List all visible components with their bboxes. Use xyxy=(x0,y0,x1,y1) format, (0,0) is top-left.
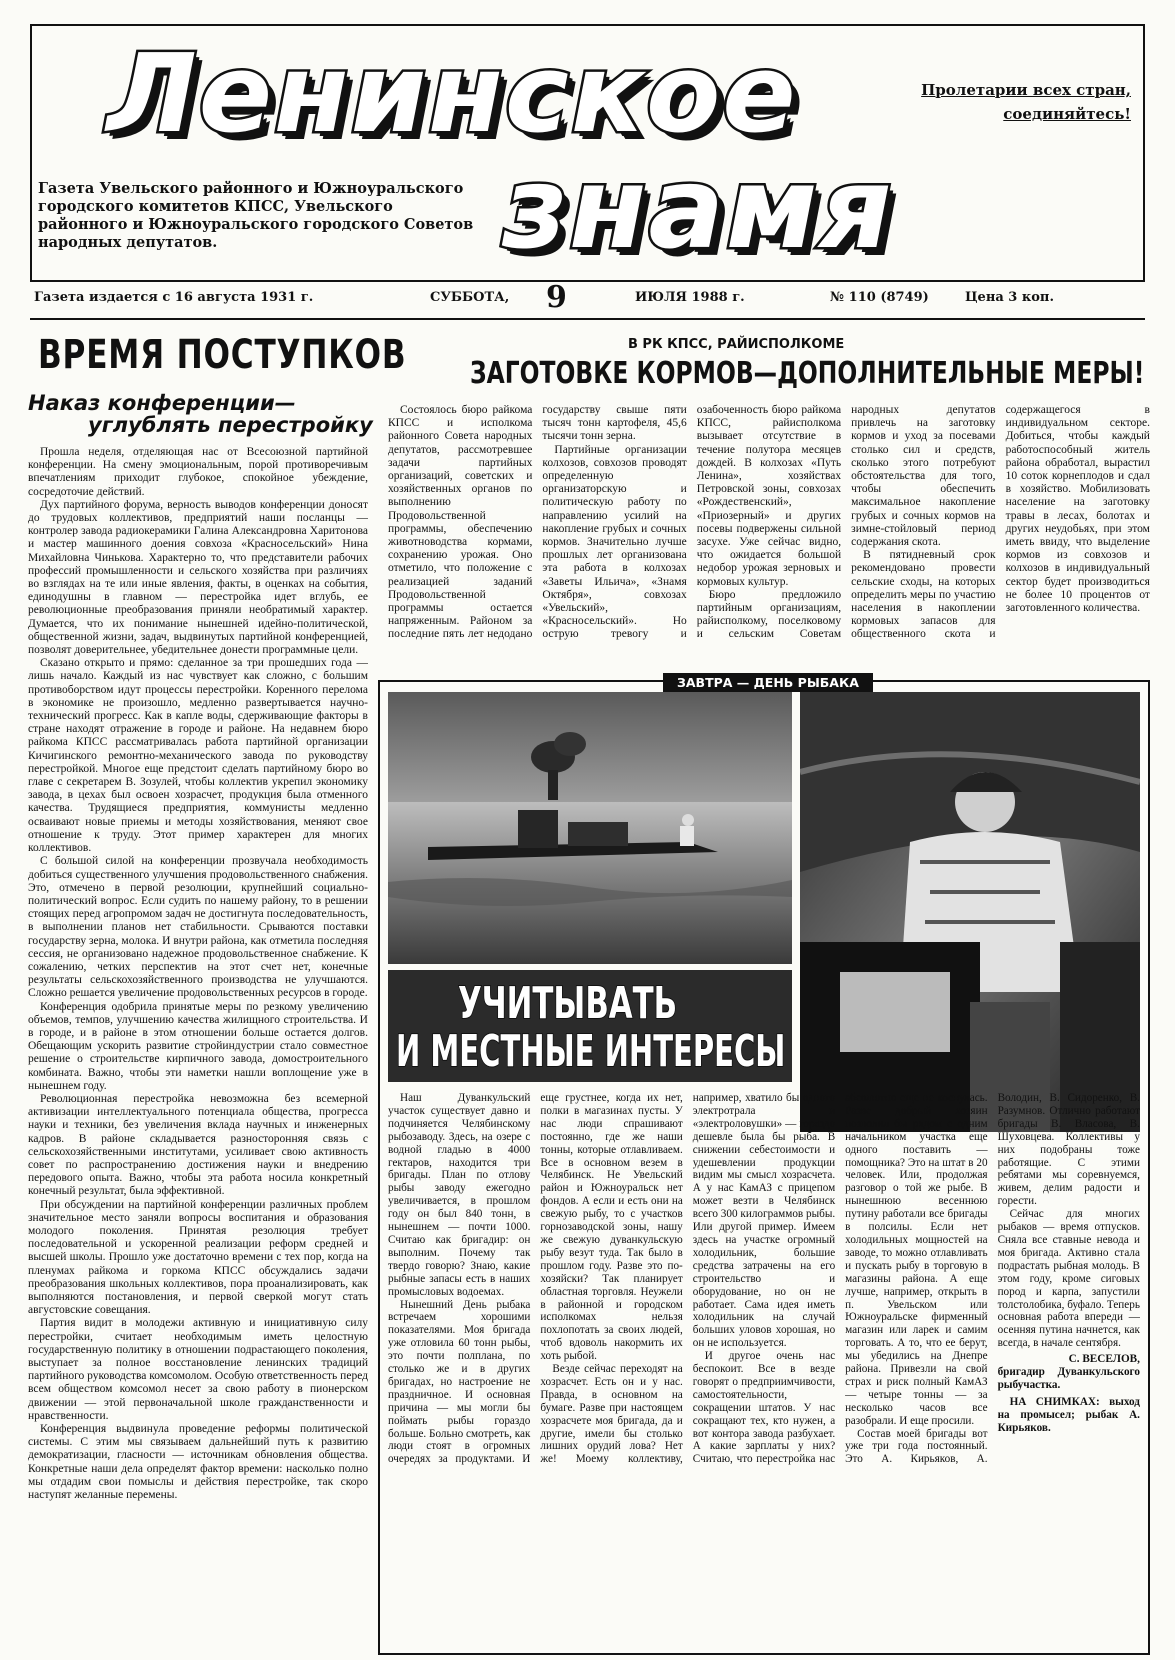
photo-caption xyxy=(998,1396,1140,1435)
article-1-paragraph: Революционная перестройка невозможна без всемерной активизации интеллектуального потенциала общества, прогресса науки и техники, без увеличения вклада научных и инженерных кадров. В районе складывается разносторонняя связь с сельскохозяйственными институтами, усиливает свою активность совет по распространению достижения науки и внедрению передового опыта. Важно, чтобы эта работа носила конкретный конечный результат, была эффективной. xyxy=(28,1092,368,1198)
article-3-paragraph: Везде сейчас переходят на хозрасчет. Есть он и у нас. Правда, в основном на бумаге. Разве при настоящем хозрасчете моя бригада, да и другие, имели бы столько лишних орудий лова? Нет же! Моему коллективу, например, хватило бы одного электротрала и «электроловушки» — гораздо дешевле была бы рыба. В снижении себестоимости и удешевлении продукции видим мы смысл хозрасчета. А у нас КамАЗ с прицепом может везти в Челябинск всего 300 килограммов рыбы. Или другой пример. Имеем здесь на участке огромный холодильник, большие средства затрачены на его строительство и оборудование, но он не работает. Сама идея иметь холодильник на случай больших уловов хорошая, но он не используется. xyxy=(540,1092,836,1466)
article-1-paragraph: Прошла неделя, отделяющая нас от Всесоюзной партийной конференции. На смену эмоциональным, порой противоречивым впечатлениям приходит глубокое, спокойное убеждение, сосредоточие действий. xyxy=(28,446,368,498)
photo-caption-label: НА СНИМКАХ: xyxy=(1009,1395,1100,1408)
article-3-title-line-2: И МЕСТНЫЕ ИНТЕРЕСЫ xyxy=(396,1026,786,1077)
article-3-title-line-1: УЧИТЫВАТЬ xyxy=(458,978,678,1029)
article-1-body xyxy=(28,446,368,1651)
publisher-info: Газета Увельского районного и Южноуральского городского комитетов КПСС, Увельского районного и Южноуральского городского Советов народных депутатов. xyxy=(38,180,474,251)
weekday: СУББОТА, xyxy=(430,290,510,305)
article-1-subtitle-line-2: углублять перестройку xyxy=(88,413,373,437)
day-number: 9 xyxy=(546,280,567,315)
photo-fisherman xyxy=(800,692,1140,1132)
article-3-paragraph: И другое очень нас беспокоит. Все в везде говорят о предприимчивости, самостоятельности, сокращении штатов. У нас сокращают тех, кто нужен, а вот контора завода разбухает. А какие зарплаты у них? Считаю, что перестройка нас абсолютно еще не коснулась. Разве добрый хозяин позволил бы рядом с одним начальником участка еще одного поставить — помощника? Это на штат в 20 человек. Или, продолжая разговор о той же рыбе. В нынешнюю весеннюю путину работали все бригады в полсилы. Если нет холодильных мощностей на заводе, то можно отлавливать и пускать рыбу в торговую в магазины района. А еще лучше, например, открыть в п. Увельском или Южноуральске фирменный магазин или ларек и самим торговать. А то, что ее берут, мы убедились на Днепре района. Привезли на свой страх и риск полный КамАЗ — четыре тонны — за несколько часов все разобрали. И еще просили. xyxy=(692,1092,988,1466)
article-2-paragraph: Состоялось бюро райкома КПСС и исполкома районного Совета народных депутатов, рассмотревшее задачи партийных организаций, советских и хозяйственных органов по выполнению Продовольственной программы, обеспечению животноводства кормами, сохранению урожая. Оно отметило, что положение с реализацией заданий Продовольственной программы остается напряженным. Районом за последние пять лет недодано государству свыше пяти тысяч тонн картофеля, 45,6 тысячи тонн зерна. xyxy=(388,404,687,641)
article-1-paragraph: С большой силой на конференции прозвучала необходимость добиться существенного улучшения продовольственного снабжения. Это, отмечено в первой резолюции, крупнейший социально-политический вопрос. Если судить по нашему району, то в решении стоящих перед агропромом задач не достигнута последовательность, в выполнении планов нет стабильности. Срываются поставки государству зерна, молока. И внутри района, как отметила последняя сессия, не организовано надежное продовольственное снабжение. К сожалению, четких перспектив на этот счет нет, конечные результаты сельскохозяйственного производства не улучшаются. Сложно решается увеличение продовольственных ресурсов в городе. xyxy=(28,855,368,1000)
article-1-paragraph: Конференция одобрила принятые меры по резкому увеличению объемов, темпов, улучшению качества жилищного строительства. И в городе, и в районе в этом отношении больше остается долгов. Обещающим ускорить развитие стройиндустрии стало совместное решение о строительстве кирпичного завода, домостроительного комбината. Важно, чтобы эти наметки нашли воплощение уже в нынешнем году. xyxy=(28,1000,368,1092)
fisherman-photo-image xyxy=(800,692,1140,1132)
article-1-paragraph: Сказано открыто и прямо: сделанное за три прошедших года — лишь начало. Каждый из нас чувствует как сложно, с большим противоборством идут процессы перестройки. Коренного перелома в экономике не произошло, медленно развертывается научно-технический прогресс. Как в капле воды, сдерживающие факторы в стране находят отражение в городе и районе. На недавнем бюро райкома КПСС рассматривалась работа партийной организации Кичигинского ремонтно-механического завода по руководству перестройкой. Многое еще предстоит сделать партийному бюро во главе с секретарем В. Зозулей, чтобы коллектив укрепил экономику завода, в цехах был освоен хозрасчет, продукция была отменного качества. Трудящиеся предприятия, коммунисты медленно осваивают новые приемы и методы хозяйствования, меняют свое отношение к труду. Этот пример характерен для многих коллективов. xyxy=(28,657,368,855)
article-3-title-box xyxy=(388,970,792,1082)
article-2-title: ЗАГОТОВКЕ КОРМОВ—ДОПОЛНИТЕЛЬНЫЕ МЕРЫ! xyxy=(470,356,1145,391)
article-1-paragraph: Дух партийного форума, верность выводов конференции доносят до трудовых коллективов, предприятий наши посланцы — контролер завода радиокерамики Галина Александровна Харитонова и мастер машинного доения совхоза «Красносельский» Нина Михайловна Чинькова. Характерно то, что представители рабочих профессий промышленности и сельского хозяйства при различиях во взглядах на те или иные явления, факты, в оценках на события, единодушны в главном — перестройка идет вглубь, ее революционные преобразования приняли необратимый характер. Думается, что их понимание нынешней идейно-политической, общественной жизни, задач, выдвинутых партийной конференцией, позволят доверительнее, убедительнее донести программные цели. xyxy=(28,498,368,657)
article-2-paragraph: В пятидневный срок рекомендовано провести сельские сходы, на которых определить меры по участию населения в накоплении кормовых запасов для общественного скота и содержащегося в индивидуальном секторе. Добиться, чтобы каждый работоспособный житель района обработал, вырастил 10 соток корнеплодов и сдал в хозяйство. Мобилизовать население на заготовку травы в лесах, болотах и других неудобьях, при этом иметь ввиду, что выделение кормов из совхозов и колхозов в индивидуальный сектор будет производиться не более 10 процентов от заготовленного количества. xyxy=(851,404,1150,641)
article-3-paragraph: Состав моей бригады вот уже три года постоянный. Это А. Кирьяков, А. Володин, В. Сидоренко, В. Разумнов. Отлично работают бригады В. Власова, В. Шуховцева. Коллективы у них подобраны тоже работящие. С этими ребятами мы соревнуемся, живем, делим радости и горести. xyxy=(845,1092,1140,1466)
motto-line-1: Пролетарии всех стран, xyxy=(921,81,1131,99)
photo-fishing-boat xyxy=(388,692,792,964)
article-2-body xyxy=(388,404,1150,670)
article-3-paragraph: Сейчас для многих рыбаков — время отпусков. Сняла все ставные невода и моя бригада. Активно стала подрастать рыбная молодь. В этом году, кроме сиговых пород и карпа, запустили толстолобика, буфало. Теперь основная работа впереди — осенняя путина начнется, как всегда, в начале сентября. xyxy=(997,1208,1140,1350)
article-3-author: С. ВЕСЕЛОВ, xyxy=(1068,1353,1140,1366)
article-2-kicker: В РК КПСС, РАЙИСПОЛКОМЕ xyxy=(628,337,845,352)
article-1-paragraph: Конференция выдвинула проведение реформы политической системы. С этим мы связываем дальнейший путь к развитию демократизации, гласности — источникам обновления общества. Конкретные наши дела определят фактор времени: насколько полно мы отдадим свои помыслы и действия перестройке, так скоро наступят желанные перемены. xyxy=(28,1423,368,1502)
month-year: ИЮЛЯ 1988 г. xyxy=(635,290,745,305)
article-3-paragraph: Наш Дуванкульский участок существует давно и подчиняется Челябинскому рыбозаводу. Здесь, на озере с водной гладью в 4000 гектаров, находится три бригады. План по отлову рыбы заводу ежегодно увеличивается, в прошлом году он был 840 тонн, в нынешнем — почти 1000. Считаю как бригадир: он выполним. Почему так твердо говорю? Знаю, какие рыбные запасы есть в наших промысловых водоемах. xyxy=(388,1092,531,1298)
article-1-subtitle xyxy=(28,392,373,436)
motto-line-2: соединяйтесь! xyxy=(1003,105,1131,123)
price: Цена 3 коп. xyxy=(965,290,1054,305)
article-1-paragraph: Партия видит в молодежи активную и инициативную силу перестройки, считает необходимым иметь целостную государственную политику в отношении подрастающего поколения, выступает за полное восстановление ленинских традиций партийного руководства комсомолом. Особую ответственность перед всем обществом комсомол несет за свою работу в пионерском движении — этой первоначальной школе гражданственности и нравственности. xyxy=(28,1317,368,1422)
article-1-title: ВРЕМЯ ПОСТУПКОВ xyxy=(38,332,407,378)
issue-info-bar xyxy=(30,280,1145,320)
article-2-paragraph: Бюро предложило партийным организациям, райисполкому, поселковому и сельским Советам народных депутатов привлечь на заготовку кормов и уход за посевами столько сил и средств, сколько этого потребуют обстоятельства для того, чтобы обеспечить максимальное накопление грубых и сочных кормов на зимне-стойловый период содержания скота. xyxy=(696,404,996,641)
photo-caption-text: выход на промысел; рыбак А. Кирьяков. xyxy=(997,1395,1140,1434)
issue-number: № 110 (8749) xyxy=(830,290,929,305)
logo-line-1: Ленинское xyxy=(107,32,798,157)
article-1-paragraph: При обсуждении на партийной конференции различных проблем значительное место заняли вопросы воспитания и образования молодого поколения. Принятая резолюция требует последовательной и ускоренной реализации реформ средней и высшей школы. Прошло уже достаточно времени с тех пор, когда на пленумах райкома и горкома КПСС обсуждались задачи преобразования школьных коллективов, пора проанализировать, как выполняются постановления, и первой сверкой могут стать августовские совещания. xyxy=(28,1198,368,1317)
article-3-author-role: бригадир Дуванкульского рыбучастка. xyxy=(997,1366,1140,1391)
founded-date: Газета издается с 16 августа 1931 г. xyxy=(34,290,314,305)
article-3-body xyxy=(388,1092,1140,1652)
motto xyxy=(921,78,1131,126)
article-1-subtitle-line-1: Наказ конференции— xyxy=(28,391,296,415)
logo-line-2: знамя xyxy=(502,144,894,274)
masthead xyxy=(30,24,1145,282)
article-3-banner: ЗАВТРА — ДЕНЬ РЫБАКА xyxy=(663,673,873,692)
boat-photo-image xyxy=(388,692,792,964)
article-2-paragraph: Партийные организации колхозов, совхозов проводят определенную организаторскую и политическую работу по направлению усилий на накопление грубых и сочных кормов. Значительно лучше прошлых лет организована эта работа в колхозах «Заветы Ильича», «Знамя Октября», совхозах «Увельский», «Красносельский». Но острую тревогу и озабоченность бюро райкома КПСС, райисполкома вызывает отсутствие в течение полутора месяцев дождей. В колхозах «Путь Ленина», хозяйствах Петровской зоны, совхозах «Рождественский», «Приозерный» и других посевы подвержены сильной засухе. Уже сейчас видно, что ожидается большой недобор урожая зерновых и кормовых культур. xyxy=(542,404,842,641)
article-3-paragraph: Нынешний День рыбака встречаем хорошими показателями. Моя бригада уже отловила 60 тонн рыбы, это почти полплана, по столько же и в других бригадах, но настроение не праздничное. И основная причина — мы могли бы поймать рыбы гораздо больше. Больно смотреть, как люди стоят в огромных очередях за продуктами. И еще грустнее, когда их нет, полки в магазинах пусты. У нас люди спрашивают постоянно, где же наши тонны, которые отлавливаем. Все в основном везем в Челябинск. Не Увельский район и Южноуральск нет фондов. А если и есть они на свежую рыбу, то с участков горнозаводской зоны, нашу же свежую дуванкульскую рыбу везут туда. Так было в прошлом году. Разве это по-хозяйски? Так планирует областная торговля. Неужели в районной и городском исполкомах нельзя похлопотать за своих людей, чтоб вдоволь накормить их хоть рыбой. xyxy=(388,1092,683,1466)
